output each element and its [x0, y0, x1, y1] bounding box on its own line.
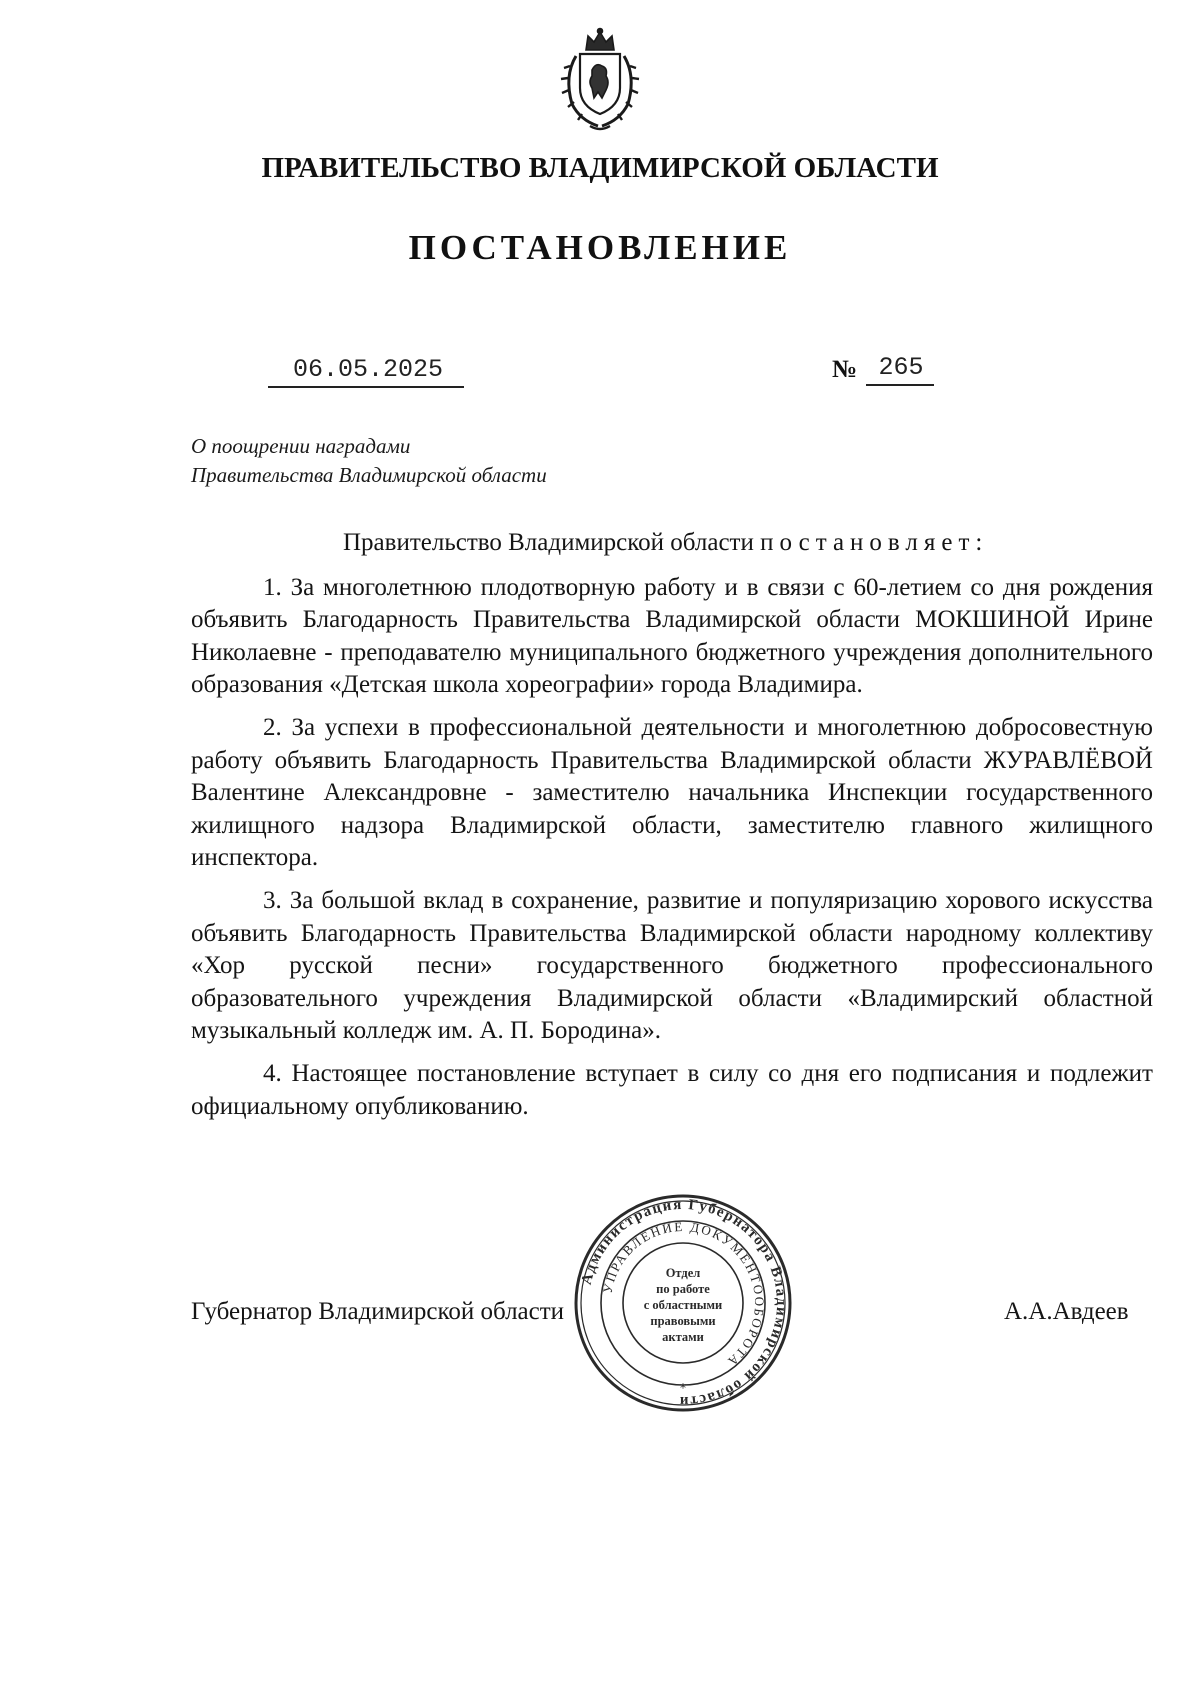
stamp-center-line: правовыми — [650, 1314, 716, 1328]
resolution-item-2: 2. За успехи в профессиональной деятельности и многолетнюю добросовестную работу объявить Благодарность Правительства Владимирской области ЖУРАВЛЁВОЙ Валентине Александровне - заместителю начальника Инспекции государственного жилищного надзора Владимирской области, заместителю главного жилищного инспектора. — [191, 713, 1153, 872]
number-underline — [866, 384, 934, 386]
stamp-center-line: по работе — [656, 1282, 710, 1296]
stamp-star: * — [680, 1381, 686, 1395]
government-title: ПРАВИТЕЛЬСТВО ВЛАДИМИРСКОЙ ОБЛАСТИ — [261, 152, 939, 184]
stamp-center-line: Отдел — [665, 1266, 701, 1280]
document-subject — [191, 432, 547, 490]
signer-position: Губернатор Владимирской области — [191, 1298, 565, 1325]
document-type-title: ПОСТАНОВЛЕНИЕ — [408, 228, 792, 267]
official-seal-stamp-icon — [572, 1192, 794, 1414]
resolution-item-4: 4. Настоящее постановление вступает в силу со дня его подписания и подлежит официальному опубликованию. — [191, 1059, 1153, 1120]
document-date: 06.05.2025 — [292, 355, 444, 384]
date-underline — [268, 386, 464, 388]
stamp-middle-text: УПРАВЛЕНИЕ ДОКУМЕНТООБОРОТА — [599, 1218, 768, 1371]
coat-of-arms-emblem-icon — [550, 26, 650, 134]
signer-name: А.А.Авдеев — [1004, 1298, 1129, 1325]
resolution-item-1: 1. За многолетнюю плодотворную работу и в связи с 60-летием со дня рождения объявить Благодарность Правительства Владимирской области МОКШИНОЙ Ирине Николаевне - преподавателю муниципального бюджетного учреждения дополнительного образования «Детская школа хореографии» города Владимира. — [191, 573, 1153, 699]
number-sign: № — [832, 356, 858, 383]
document-number: 265 — [878, 353, 924, 382]
document-body — [191, 527, 1153, 1133]
preamble-action: постановляет: — [760, 529, 989, 556]
preamble-subject: Правительство Владимирской области — [343, 529, 761, 556]
subject-line: Правительства Владимирской области — [191, 463, 547, 487]
stamp-outer-text: Администрация Губернатора Владимирской области — [578, 1196, 790, 1410]
resolution-item-3: 3. За большой вклад в сохранение, развитие и популяризацию хорового искусства объявить Благодарность Правительства Владимирской области народному коллективу «Хор русской песни» государственного бюджетного профессионального образовательного учреждения Владимирской области «Владимирский областной музыкальный колледж им. А. П. Бородина». — [191, 886, 1153, 1045]
stamp-center-line: с областными — [643, 1298, 723, 1312]
preamble — [191, 527, 1153, 560]
stamp-center-line: актами — [662, 1330, 704, 1344]
subject-line: О поощрении наградами — [191, 434, 411, 458]
